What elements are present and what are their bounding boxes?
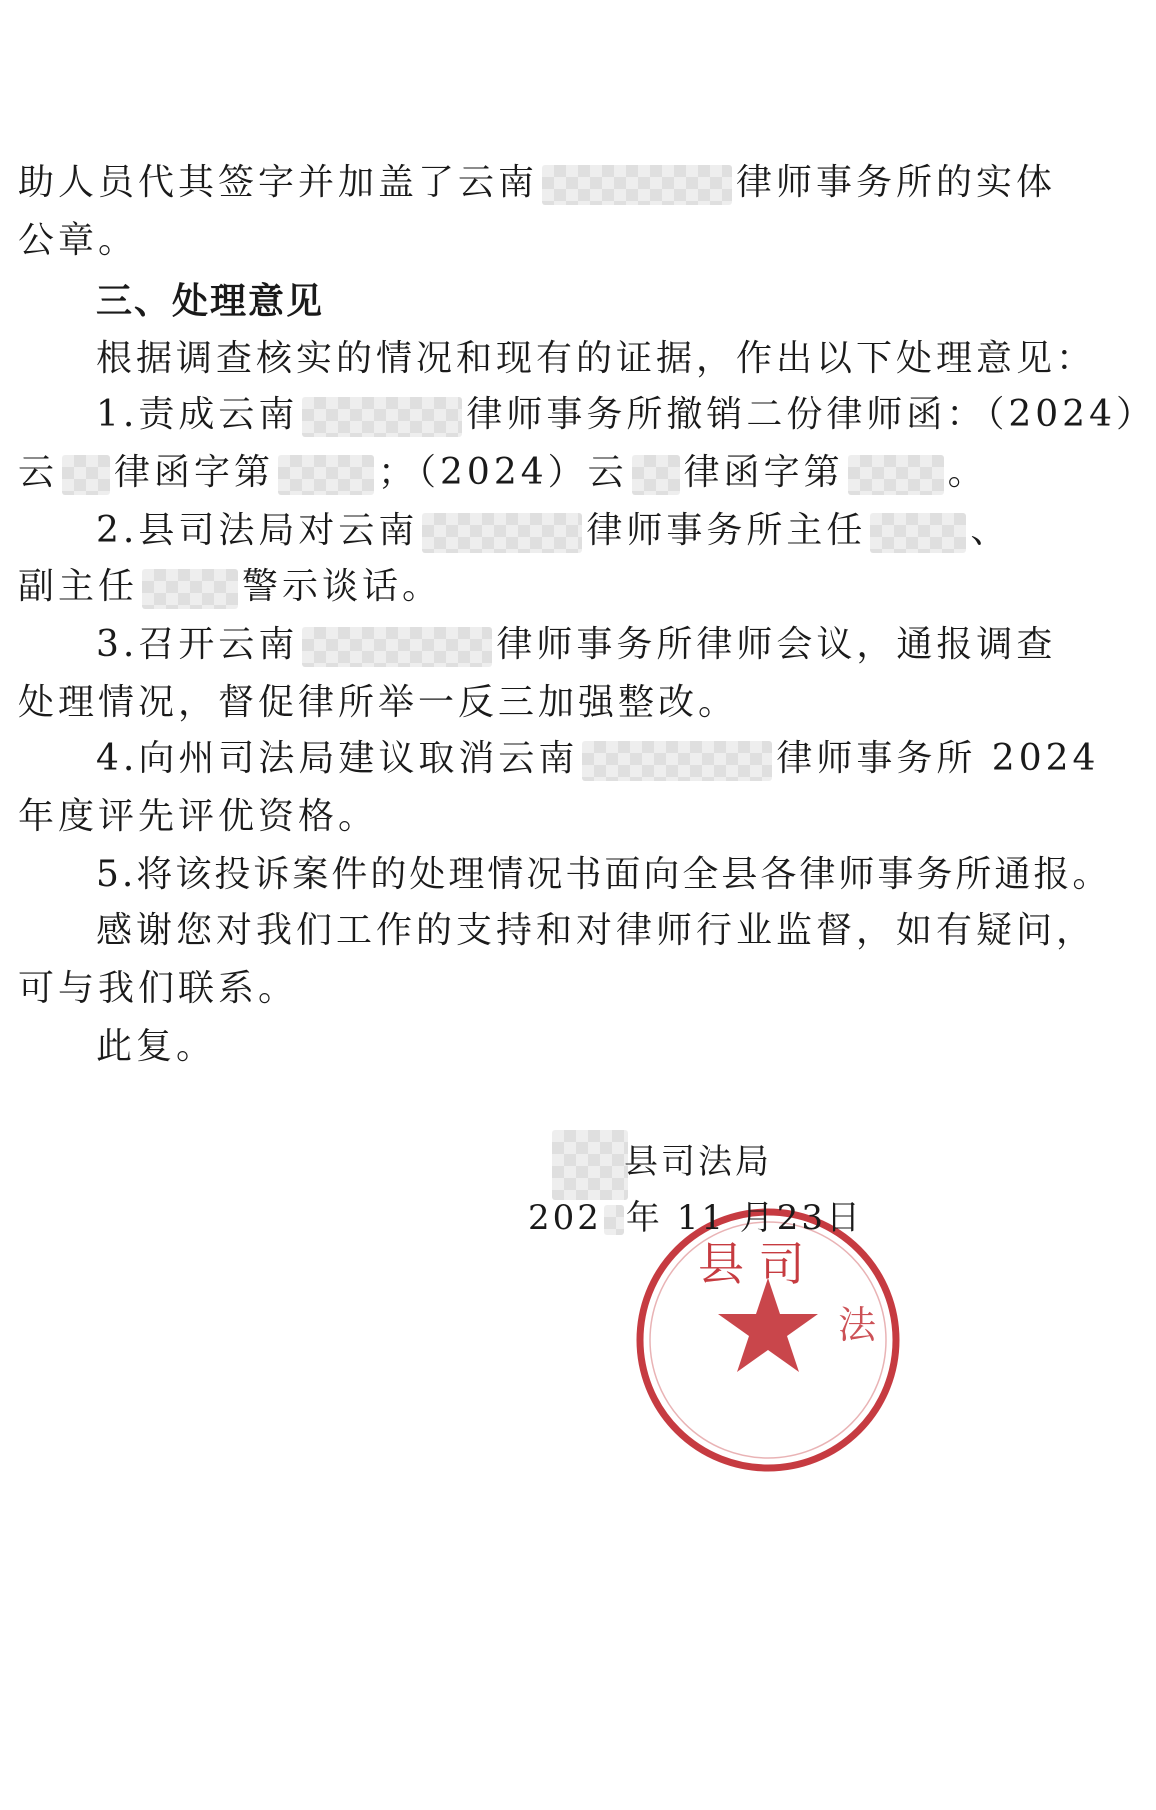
seal-text-top: 县 司 bbox=[698, 1237, 805, 1291]
body-line-item-1: 1.责成云南 律师事务所撤销二份律师函：（2024） bbox=[96, 394, 1156, 435]
signature-org: 县司法局 bbox=[624, 1142, 772, 1182]
body-line: 处理情况，督促律所举一反三加强整改。 bbox=[18, 682, 739, 723]
signature-date: 202 年 11 月23日 bbox=[528, 1198, 864, 1238]
redaction-blur bbox=[604, 1205, 624, 1235]
body-line: 感谢您对我们工作的支持和对律师行业监督，如有疑问， bbox=[96, 910, 1097, 951]
section-heading: 三、处理意见 bbox=[96, 280, 325, 322]
redaction-blur bbox=[848, 455, 944, 495]
body-line: 年度评先评优资格。 bbox=[18, 796, 379, 837]
redaction-blur bbox=[542, 165, 732, 205]
body-line-item-4: 4.向州司法局建议取消云南 律师事务所 2024 bbox=[96, 738, 1100, 779]
body-line: 公章。 bbox=[18, 220, 139, 261]
seal-text-right: 法 bbox=[838, 1303, 877, 1347]
redaction-blur bbox=[142, 569, 238, 609]
body-line: 根据调查核实的情况和现有的证据，作出以下处理意见： bbox=[96, 338, 1097, 379]
body-line-item-3: 3.召开云南 律师事务所律师会议，通报调查 bbox=[96, 624, 1057, 665]
redaction-blur bbox=[62, 455, 110, 495]
official-seal bbox=[628, 1200, 908, 1480]
closing-line: 此复。 bbox=[96, 1026, 217, 1067]
redaction-blur bbox=[870, 513, 966, 553]
redaction-blur bbox=[422, 513, 582, 553]
redaction-blur bbox=[552, 1130, 628, 1200]
redaction-blur bbox=[582, 741, 772, 781]
body-line: 云 律函字第 ；（2024）云 律函字第 。 bbox=[18, 452, 988, 493]
seal-star-icon bbox=[718, 1278, 818, 1372]
redaction-blur bbox=[632, 455, 680, 495]
body-line: 可与我们联系。 bbox=[18, 968, 299, 1009]
redaction-blur bbox=[302, 627, 492, 667]
body-line: 副主任 警示谈话。 bbox=[18, 566, 443, 607]
redaction-blur bbox=[278, 455, 374, 495]
body-line: 助人员代其签字并加盖了云南 律师事务所的实体 bbox=[18, 162, 1057, 203]
body-line-item-5: 5.将该投诉案件的处理情况书面向全县各律师事务所通报。 bbox=[96, 854, 1112, 895]
body-line-item-2: 2.县司法局对云南 律师事务所主任 、 bbox=[96, 510, 1011, 551]
redaction-blur bbox=[302, 397, 462, 437]
